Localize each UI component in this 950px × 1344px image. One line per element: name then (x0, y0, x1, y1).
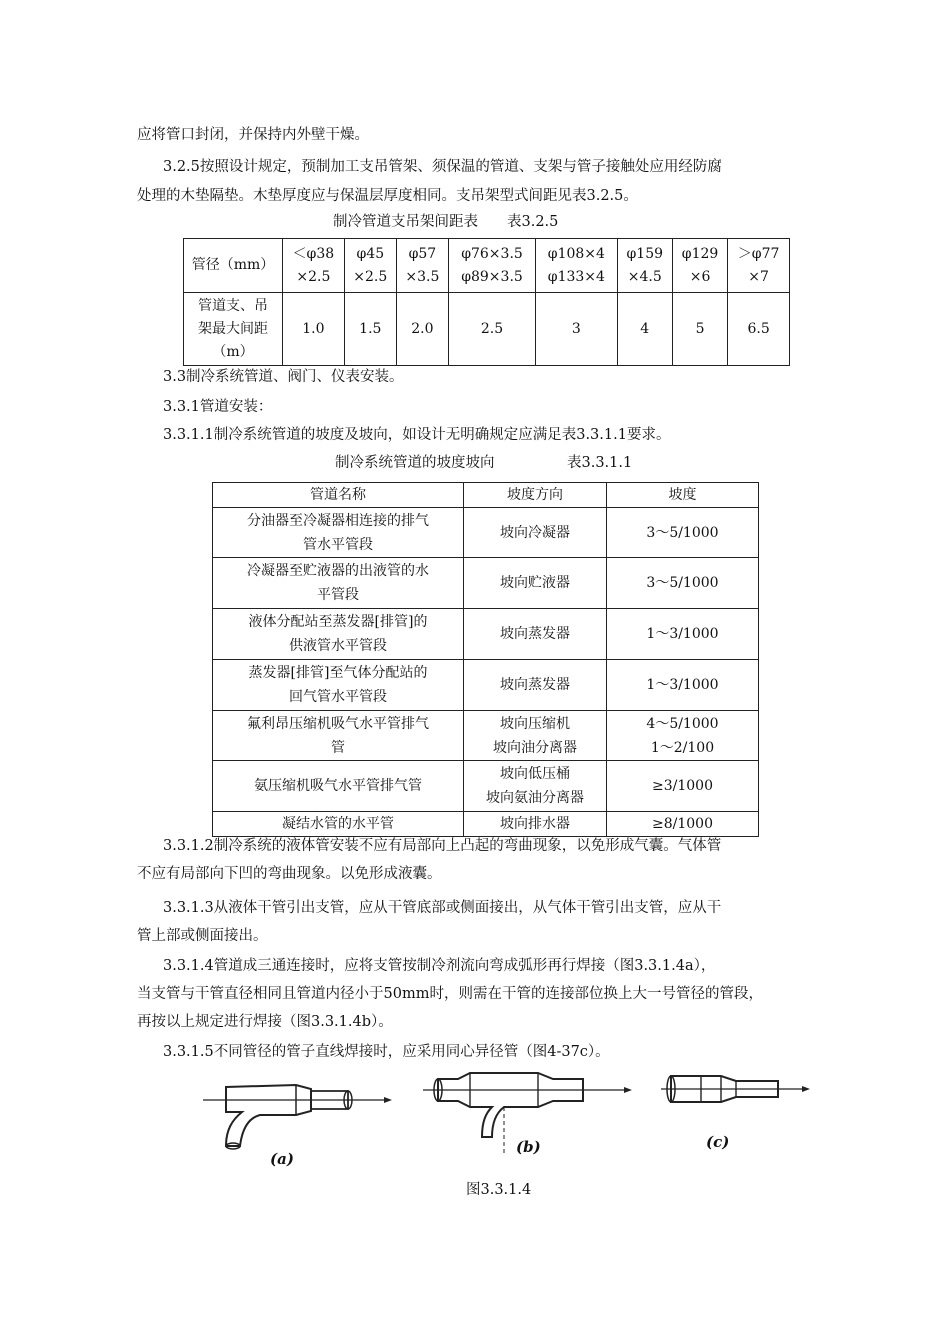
table-cell: 液体分配站至蒸发器[排管]的 供液管水平管段 (213, 609, 464, 660)
section-3-3-1-4-line3: 再按以上规定进行焊接（图3.3.1.4b）。 (137, 1014, 393, 1030)
table-header-cell: 管径（mm） (184, 239, 283, 293)
table-cell: φ45 ×2.5 (344, 239, 396, 293)
table-header-cell: 坡度 (607, 483, 759, 508)
table-cell: 坡向冷凝器 (464, 508, 607, 558)
table-cell: φ57 ×3.5 (396, 239, 448, 293)
support-spacing-table (183, 238, 790, 366)
figure-b-label: (b) (516, 1138, 541, 1156)
table-cell: 3～5/1000 (607, 508, 759, 558)
table-cell: 坡向贮液器 (464, 558, 607, 609)
table-cell: ＞φ77 ×7 (728, 239, 790, 293)
table-cell: 2.5 (448, 293, 535, 366)
table-cell: 4～5/1000 1～2/100 (607, 711, 759, 761)
section-3-3-1-heading: 3.3.1管道安装： (163, 399, 273, 415)
figure-a-label: (a) (270, 1150, 294, 1168)
table-row (213, 711, 759, 761)
table-cell: 氟利昂压缩机吸气水平管排气 管 (213, 711, 464, 761)
slope-table (212, 482, 759, 837)
table-cell: ＜φ38 ×2.5 (283, 239, 345, 293)
section-3-3-1-3-line2: 管上部或侧面接出。 (137, 928, 268, 944)
table-row (213, 609, 759, 660)
section-3-3-1-4-line2: 当支管与干管直径相同且管道内径小于50mm时，则需在干管的连接部位换上大一号管径的管段， (137, 986, 763, 1002)
table-cell: 坡向蒸发器 (464, 660, 607, 711)
table-cell: 坡向压缩机 坡向油分离器 (464, 711, 607, 761)
table2-caption: 制冷系统管道的坡度坡向 表3.3.1.1 (335, 455, 633, 471)
table-cell: 3 (536, 293, 618, 366)
paragraph-closing-line: 应将管口封闭，并保持内外壁干燥。 (137, 127, 369, 143)
table-row (213, 812, 759, 837)
table1-caption: 制冷管道支吊架间距表 表3.2.5 (333, 214, 559, 230)
paragraph-325-line2: 处理的木垫隔垫。木垫厚度应与保温层厚度相同。支吊架型式间距见表3.2.5。 (137, 188, 638, 204)
figure-caption: 图3.3.1.4 (466, 1182, 532, 1198)
pipe-tee-figure-a (198, 1070, 398, 1160)
table-cell: 5 (672, 293, 727, 366)
table-cell: 1～3/1000 (607, 660, 759, 711)
table-row (213, 558, 759, 609)
table-cell: 6.5 (728, 293, 790, 366)
concentric-reducer-figure-c (656, 1067, 816, 1117)
table-cell: 坡向排水器 (464, 812, 607, 837)
table-row (213, 761, 759, 812)
section-3-3-1-1-text: 3.3.1.1制冷系统管道的坡度及坡向，如设计无明确规定应满足表3.3.1.1要求。 (163, 427, 671, 443)
table-cell: φ76×3.5 φ89×3.5 (448, 239, 535, 293)
section-3-3-1-2-line2: 不应有局部向下凹的弯曲现象。以免形成液囊。 (137, 866, 442, 882)
table-cell: φ159 ×4.5 (617, 239, 672, 293)
table-cell: 坡向蒸发器 (464, 609, 607, 660)
table-cell: 分油器至冷凝器相连接的排气 管水平管段 (213, 508, 464, 558)
table-cell: 冷凝器至贮液器的出液管的水 平管段 (213, 558, 464, 609)
table-header-cell: 管道支、吊 架最大间距 （m） (184, 293, 283, 366)
table-header-row (213, 483, 759, 508)
table-cell: 1.5 (344, 293, 396, 366)
section-3-3-1-3-line1: 3.3.1.3从液体干管引出支管，应从干管底部或侧面接出，从气体干管引出支管，应从干 (163, 900, 722, 916)
table-row (213, 508, 759, 558)
table-header-cell: 坡度方向 (464, 483, 607, 508)
section-3-3-heading: 3.3制冷系统管道、阀门、仪表安装。 (163, 369, 404, 385)
table-cell: 2.0 (396, 293, 448, 366)
table-row (184, 239, 790, 293)
table-cell: 氨压缩机吸气水平管排气管 (213, 761, 464, 812)
table-cell: 4 (617, 293, 672, 366)
table-cell: 蒸发器[排管]至气体分配站的 回气管水平管段 (213, 660, 464, 711)
table-cell: ≥3/1000 (607, 761, 759, 812)
table-row (184, 293, 790, 366)
figure-c-label: (c) (706, 1133, 730, 1151)
table-cell: 3～5/1000 (607, 558, 759, 609)
section-3-3-1-2-line1: 3.3.1.2制冷系统的液体管安装不应有局部向上凸起的弯曲现象，以免形成气囊。气体管 (163, 838, 722, 854)
paragraph-325-line1: 3.2.5按照设计规定，预制加工支吊管架、须保温的管道、支架与管子接触处应用经防腐 (163, 159, 722, 175)
section-3-3-1-4-line1: 3.3.1.4管道成三通连接时，应将支管按制冷剂流向弯成弧形再行焊接（图3.3.1.4a）， (163, 958, 716, 974)
table-cell: 坡向低压桶 坡向氨油分离器 (464, 761, 607, 812)
table-row (213, 660, 759, 711)
table-cell: φ108×4 φ133×4 (536, 239, 618, 293)
table-cell: φ129 ×6 (672, 239, 727, 293)
section-3-3-1-5-text: 3.3.1.5不同管径的管子直线焊接时，应采用同心异径管（图4-37c）。 (163, 1044, 610, 1060)
table-cell: 1.0 (283, 293, 345, 366)
table-cell: 1～3/1000 (607, 609, 759, 660)
table-cell: ≥8/1000 (607, 812, 759, 837)
table-cell: 凝结水管的水平管 (213, 812, 464, 837)
table-header-cell: 管道名称 (213, 483, 464, 508)
